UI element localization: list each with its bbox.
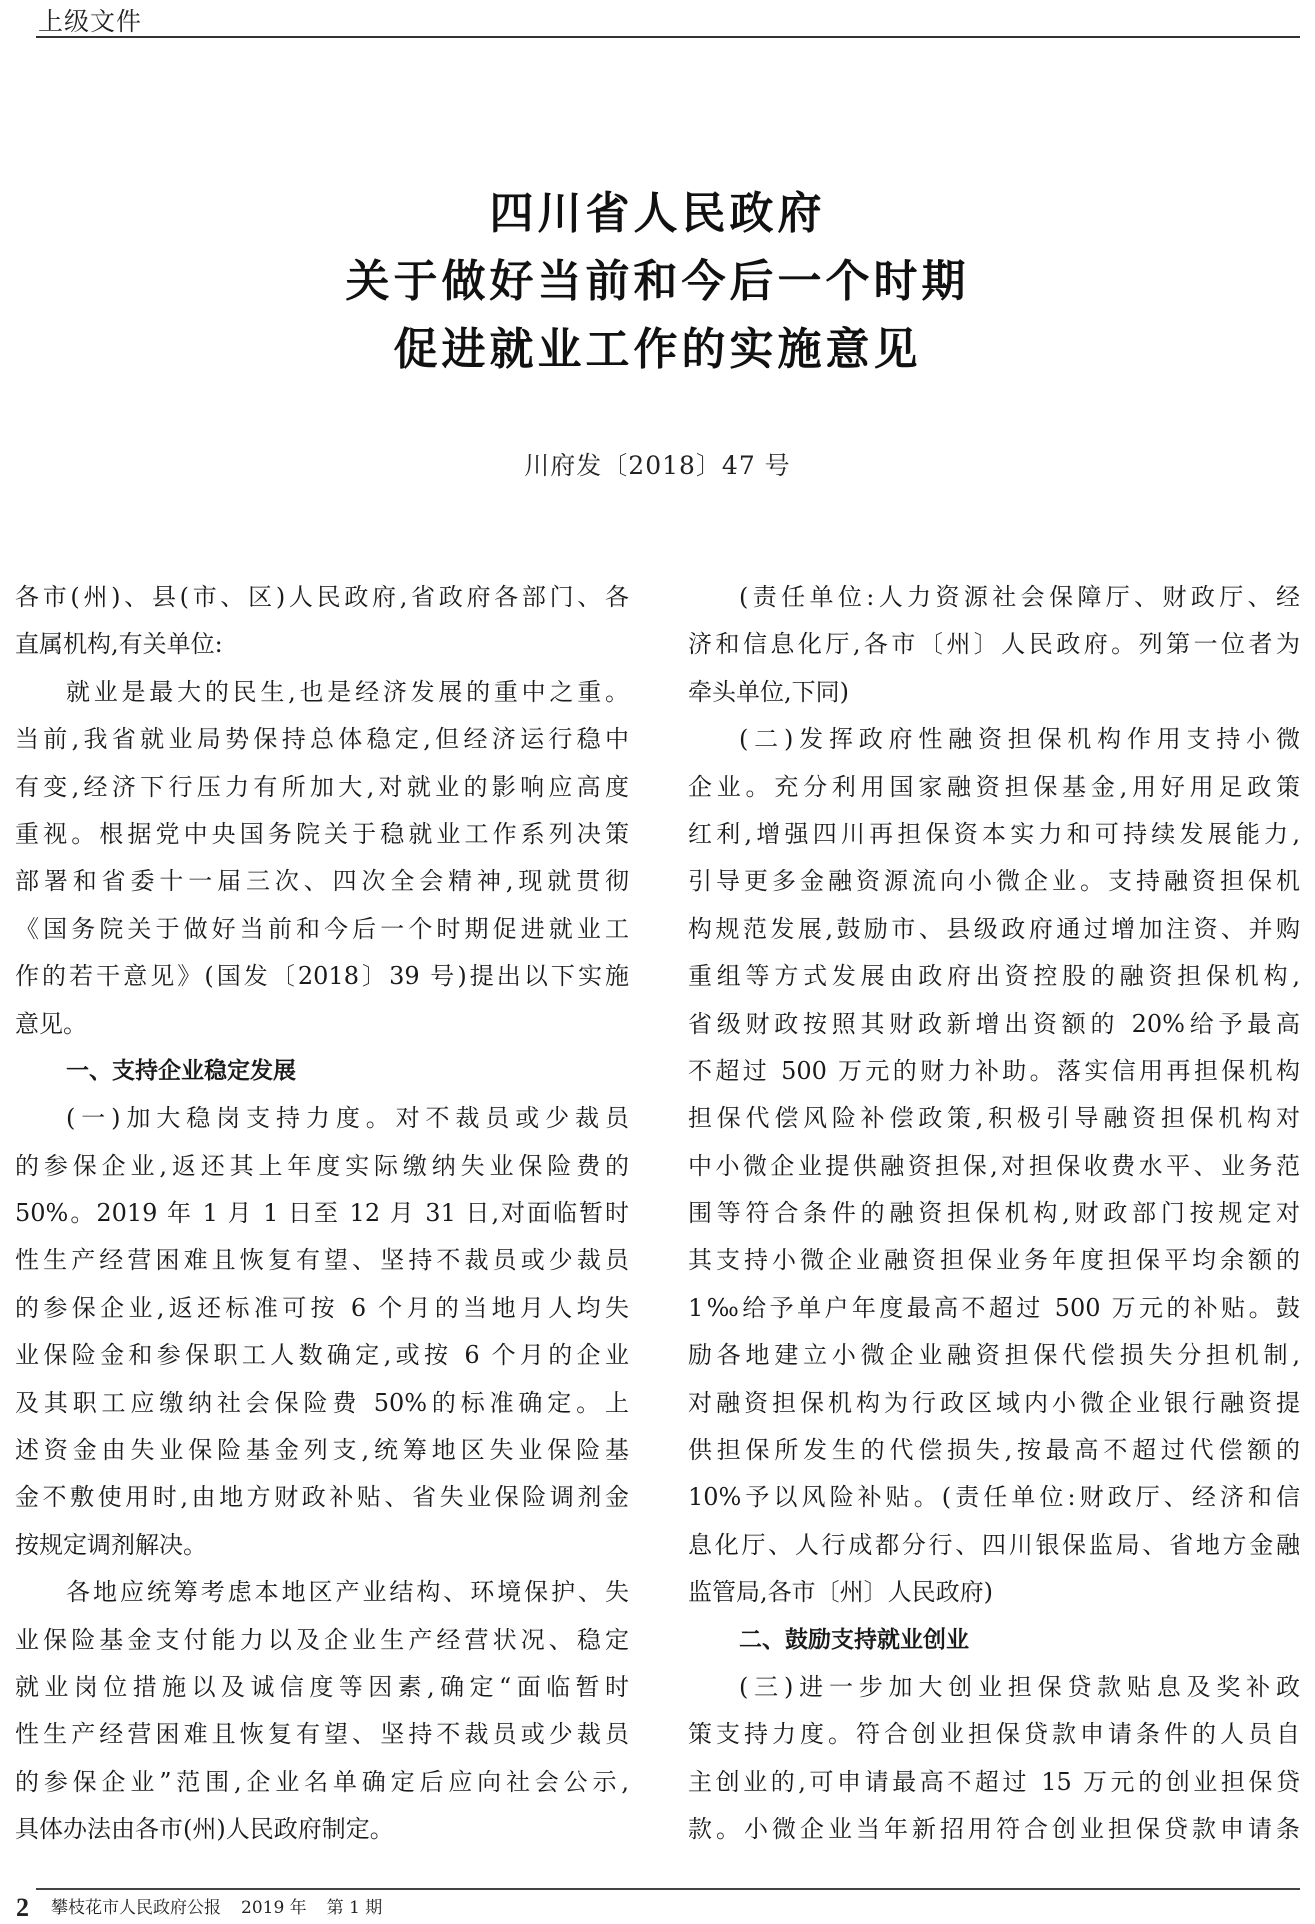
text-line: 就业岗位措施以及诚信度等因素,确定“面临暂时 [15, 1672, 629, 1701]
title-line: 四川省人民政府 [489, 188, 826, 239]
text-line: 款。小微企业当年新招用符合创业担保贷款申请条 [688, 1815, 1300, 1844]
document-title [0, 180, 1315, 384]
text-line: (二)发挥政府性融资担保机构作用支持小微 [739, 725, 1300, 754]
text-line: 金不敷使用时,由地方财政补贴、省失业保险调剂金 [15, 1483, 629, 1512]
text-line: 不超过 500 万元的财力补助。落实信用再担保机构 [688, 1056, 1300, 1085]
text-line: 直属机构,有关单位: [15, 630, 223, 659]
text-line: (三)进一步加大创业担保贷款贴息及奖补政 [739, 1672, 1300, 1701]
text-line: 意见。 [15, 1009, 87, 1038]
text-line: 牵头单位,下同) [688, 677, 849, 706]
text-line: 主创业的,可申请最高不超过 15 万元的创业担保贷 [688, 1767, 1300, 1796]
section-heading: 一、支持企业稳定发展 [66, 1057, 296, 1084]
text-line: 红利,增强四川再担保资本实力和可持续发展能力, [688, 819, 1300, 848]
text-line: 引导更多金融资源流向小微企业。支持融资担保机 [688, 867, 1300, 896]
text-line: 重组等方式发展由政府出资控股的融资担保机构, [688, 962, 1300, 991]
text-line: 1‰给予单户年度最高不超过 500 万元的补贴。鼓 [688, 1293, 1300, 1322]
text-line: 性生产经营困难且恢复有望、坚持不裁员或少裁员 [15, 1720, 629, 1749]
issue-number: 第 1 期 [326, 1898, 383, 1918]
text-line: 《国务院关于做好当前和今后一个时期促进就业工 [15, 914, 629, 943]
document-number: 川府发〔2018〕47 号 [524, 451, 791, 480]
page-number: 2 [16, 1893, 29, 1922]
title-line: 促进就业工作的实施意见 [393, 324, 922, 375]
text-line: 济和信息化厅,各市〔州〕人民政府。列第一位者为 [688, 630, 1300, 659]
text-line: 50%。2019 年 1 月 1 日至 12 月 31 日,对面临暂时 [15, 1199, 629, 1228]
text-line: 中小微企业提供融资担保,对担保收费水平、业务范 [688, 1151, 1300, 1180]
text-line: 其支持小微企业融资担保业务年度担保平均余额的 [688, 1246, 1300, 1275]
text-line: 息化厅、人行成都分行、四川银保监局、省地方金融 [688, 1530, 1300, 1559]
text-line: (一)加大稳岗支持力度。对不裁员或少裁员 [66, 1104, 629, 1133]
text-line: 作的若干意见》(国发〔2018〕39 号)提出以下实施 [15, 962, 629, 991]
section-heading: 二、鼓励支持就业创业 [739, 1626, 969, 1653]
text-line: 励各地建立小微企业融资担保代偿损失分担机制, [688, 1341, 1300, 1370]
text-line: 部署和省委十一届三次、四次全会精神,现就贯彻 [15, 867, 629, 896]
publication-name: 攀枝花市人民政府公报 [51, 1898, 221, 1918]
text-line: 各市(州)、县(市、区)人民政府,省政府各部门、各 [15, 583, 629, 611]
text-line: 按规定调剂解决。 [15, 1530, 207, 1559]
text-line: (责任单位:人力资源社会保障厅、财政厅、经 [739, 583, 1300, 611]
text-line: 当前,我省就业局势保持总体稳定,但经济运行稳中 [15, 725, 629, 754]
text-line: 述资金由失业保险基金列支,统筹地区失业保险基 [15, 1436, 629, 1465]
left-column [15, 574, 629, 1854]
title-line: 关于做好当前和今后一个时期 [345, 256, 970, 307]
text-line: 监管局,各市〔州〕人民政府) [688, 1578, 993, 1607]
text-line: 重视。根据党中央国务院关于稳就业工作系列决策 [15, 819, 629, 848]
publication-year: 2019 年 [241, 1898, 307, 1918]
text-line: 10%予以风险补贴。(责任单位:财政厅、经济和信 [688, 1483, 1300, 1512]
text-line: 构规范发展,鼓励市、县级政府通过增加注资、并购 [688, 914, 1300, 943]
text-line: 的参保企业,返还其上年度实际缴纳失业保险费的 [15, 1151, 629, 1180]
text-line: 策支持力度。符合创业担保贷款申请条件的人员自 [688, 1720, 1300, 1749]
page-footer [16, 1893, 382, 1923]
text-line: 及其职工应缴纳社会保险费 50%的标准确定。上 [15, 1388, 629, 1417]
text-line: 省级财政按照其财政新增出资额的 20%给予最高 [688, 1009, 1300, 1038]
right-column [688, 574, 1300, 1854]
text-line: 供担保所发生的代偿损失,按最高不超过代偿额的 [688, 1436, 1300, 1465]
text-line: 就业是最大的民生,也是经济发展的重中之重。 [66, 677, 629, 706]
text-line: 的参保企业,返还标准可按 6 个月的当地月人均失 [15, 1293, 629, 1322]
text-line: 的参保企业”范围,企业名单确定后应向社会公示, [15, 1767, 629, 1796]
text-line: 各地应统筹考虑本地区产业结构、环境保护、失 [66, 1578, 629, 1607]
text-line: 业保险金和参保职工人数确定,或按 6 个月的企业 [15, 1341, 629, 1370]
text-line: 担保代偿风险补偿政策,积极引导融资担保机构对 [688, 1104, 1300, 1133]
footer-rule [36, 1888, 1300, 1890]
text-line: 有变,经济下行压力有所加大,对就业的影响应高度 [15, 772, 629, 801]
header-rule [36, 36, 1300, 38]
text-line: 企业。充分利用国家融资担保基金,用好用足政策 [688, 772, 1300, 801]
text-line: 具体办法由各市(州)人民政府制定。 [15, 1815, 394, 1844]
section-label: 上级文件 [38, 7, 143, 36]
text-line: 性生产经营困难且恢复有望、坚持不裁员或少裁员 [15, 1246, 629, 1275]
text-line: 业保险基金支付能力以及企业生产经营状况、稳定 [15, 1625, 629, 1654]
text-line: 围等符合条件的融资担保机构,财政部门按规定对 [688, 1199, 1300, 1228]
text-line: 对融资担保机构为行政区域内小微企业银行融资提 [688, 1388, 1300, 1417]
